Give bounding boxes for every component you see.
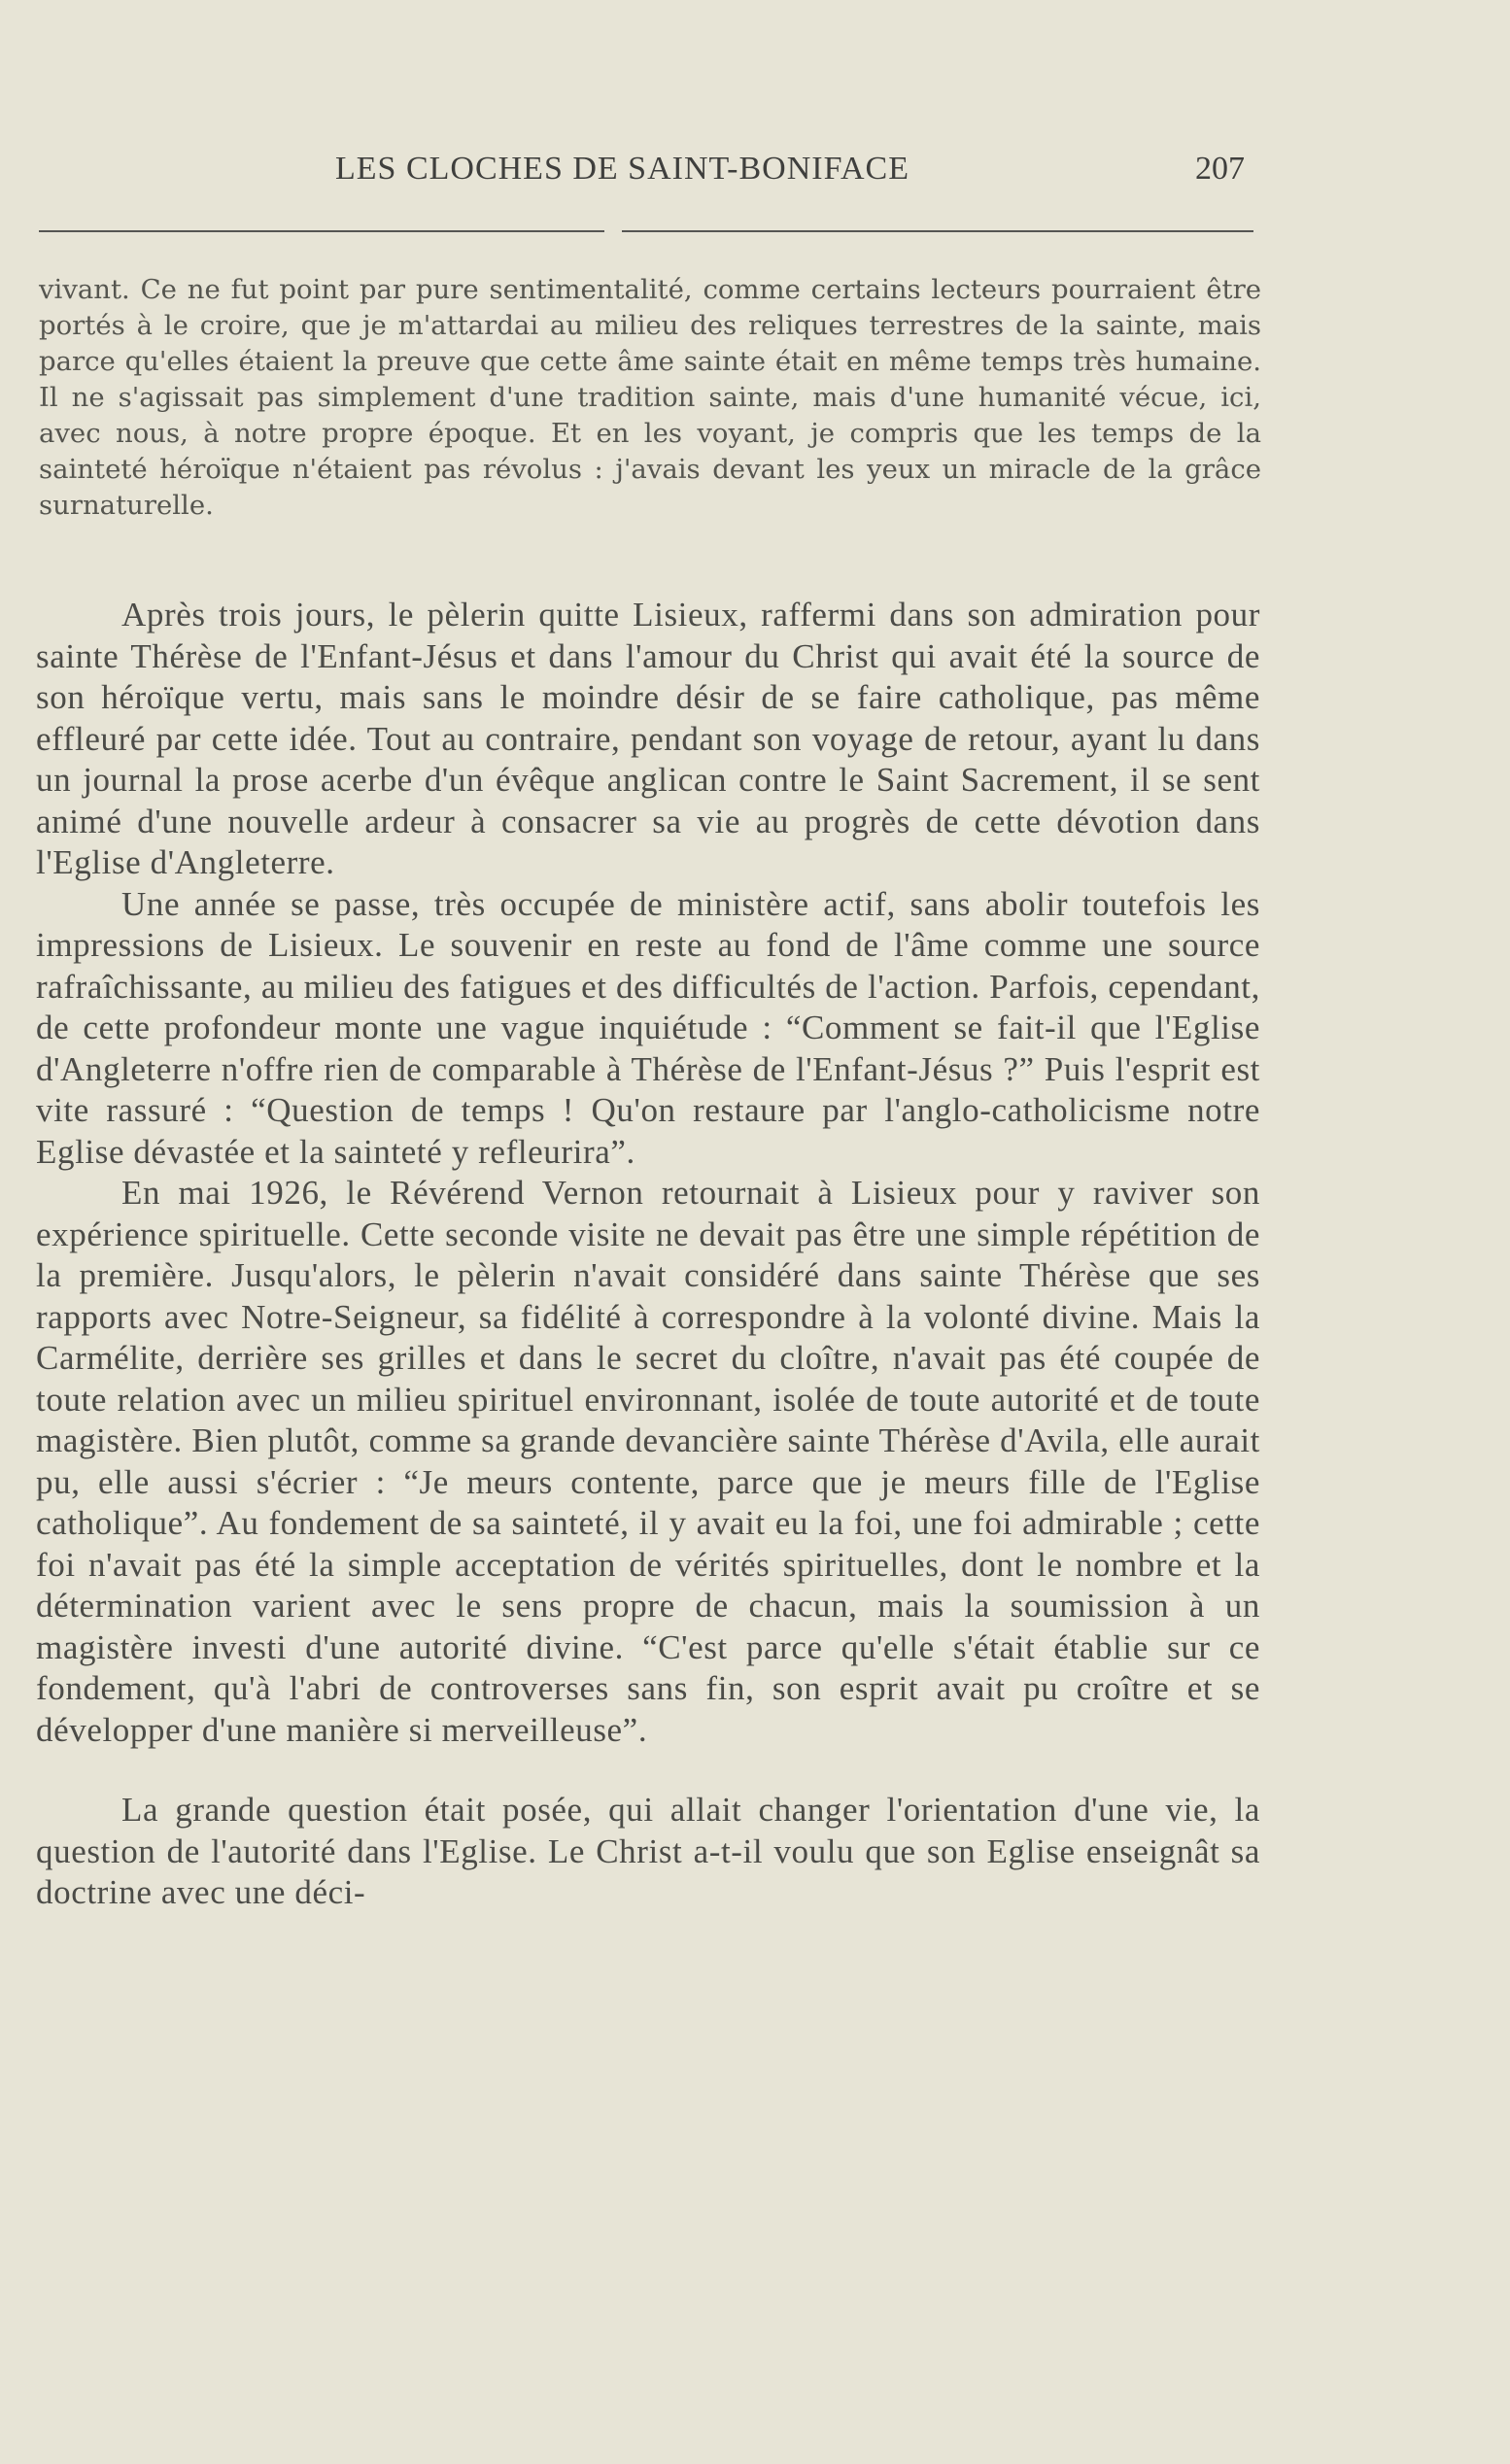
header-rule-left [39, 230, 604, 232]
running-head: LES CLOCHES DE SAINT-BONIFACE [335, 151, 909, 187]
paragraph: La grande question était posée, qui allait changer l'orientation d'une vie, la question de l'autorité dans l'Eglise. Le Christ a-t-il voulu que son Eglise enseignât sa doctrine avec une déci- [36, 1791, 1260, 1911]
page-number: 207 [1195, 151, 1245, 187]
quoted-passage: vivant. Ce ne fut point par pure sentimentalité, comme certains lecteurs pourraient être portés à le croire, que je m'attardai au milieu des reliques terrestres de la sainte, mais parce qu'elles étaient la preuve que cette âme sainte était en même temps très humaine. Il ne s'agissait pas simplement d'une tradition sainte, mais d'une humanité vécue, ici, avec nous, à notre propre époque. Et en les voyant, je compris que les temps de la sainteté héroïque n'étaient pas révolus : j'avais devant les yeux un miracle de la grâce surnaturelle. [39, 274, 1261, 521]
paragraph: Une année se passe, très occupée de ministère actif, sans abolir toutefois les impressions de Lisieux. Le souvenir en reste au fond de l'âme comme une source rafraîchissante, au milieu des fatigues et des difficultés de l'action. Parfois, cependant, de cette profondeur monte une vague inquiétude : “Comment se fait-il que l'Eglise d'Angleterre n'offre rien de comparable à Thérèse de l'Enfant-Jésus ?” Puis l'esprit est vite rassuré : “Question de temps ! Qu'on restaure par l'anglo-catholicisme notre Eglise dévastée et la sainteté y refleurira”. [36, 884, 1260, 1171]
header-rule-right [622, 230, 1253, 232]
paragraph: Après trois jours, le pèlerin quitte Lisieux, raffermi dans son admiration pour sainte Thérèse de l'Enfant-Jésus et dans l'amour du Christ qui avait été la source de son héroïque vertu, mais sans le moindre désir de se faire catholique, pas même effleuré par cette idée. Tout au contraire, pendant son voyage de retour, ayant lu dans un journal la prose acerbe d'un évêque anglican contre le Saint Sacrement, il se sent animé d'une nouvelle ardeur à consacrer sa vie au progrès de cette dévotion dans l'Eglise d'Angleterre. [36, 596, 1260, 881]
paragraph: En mai 1926, le Révérend Vernon retournait à Lisieux pour y raviver son expérience spirituelle. Cette seconde visite ne devait pas être une simple répétition de la première. Jusqu'alors, le pèlerin n'avait considéré dans sainte Thérèse que ses rapports avec Notre-Seigneur, sa fidélité à correspondre à la volonté divine. Mais la Carmélite, derrière ses grilles et dans le secret du cloître, n'avait pas été coupée de toute relation avec un milieu spirituel environnant, isolée de toute autorité et de toute magistère. Bien plutôt, comme sa grande devancière sainte Thérèse d'Avila, elle aurait pu, elle aussi s'écrier : “Je meurs contente, parce que je meurs fille de l'Eglise catholique”. Au fondement de sa sainteté, il y avait eu la foi, une foi admirable ; cette foi n'avait pas été la simple acceptation de vérités spirituelles, dont le nombre et la détermination varient avec le sens propre de chacun, mais la soumission à un magistère investi d'une autorité divine. “C'est parce qu'elle s'était établie sur ce fondement, qu'à l'abri de controverses sans fin, son esprit avait pu croître et se développer d'une manière si merveilleuse”. [36, 1174, 1260, 1749]
body-text [36, 595, 1260, 1914]
